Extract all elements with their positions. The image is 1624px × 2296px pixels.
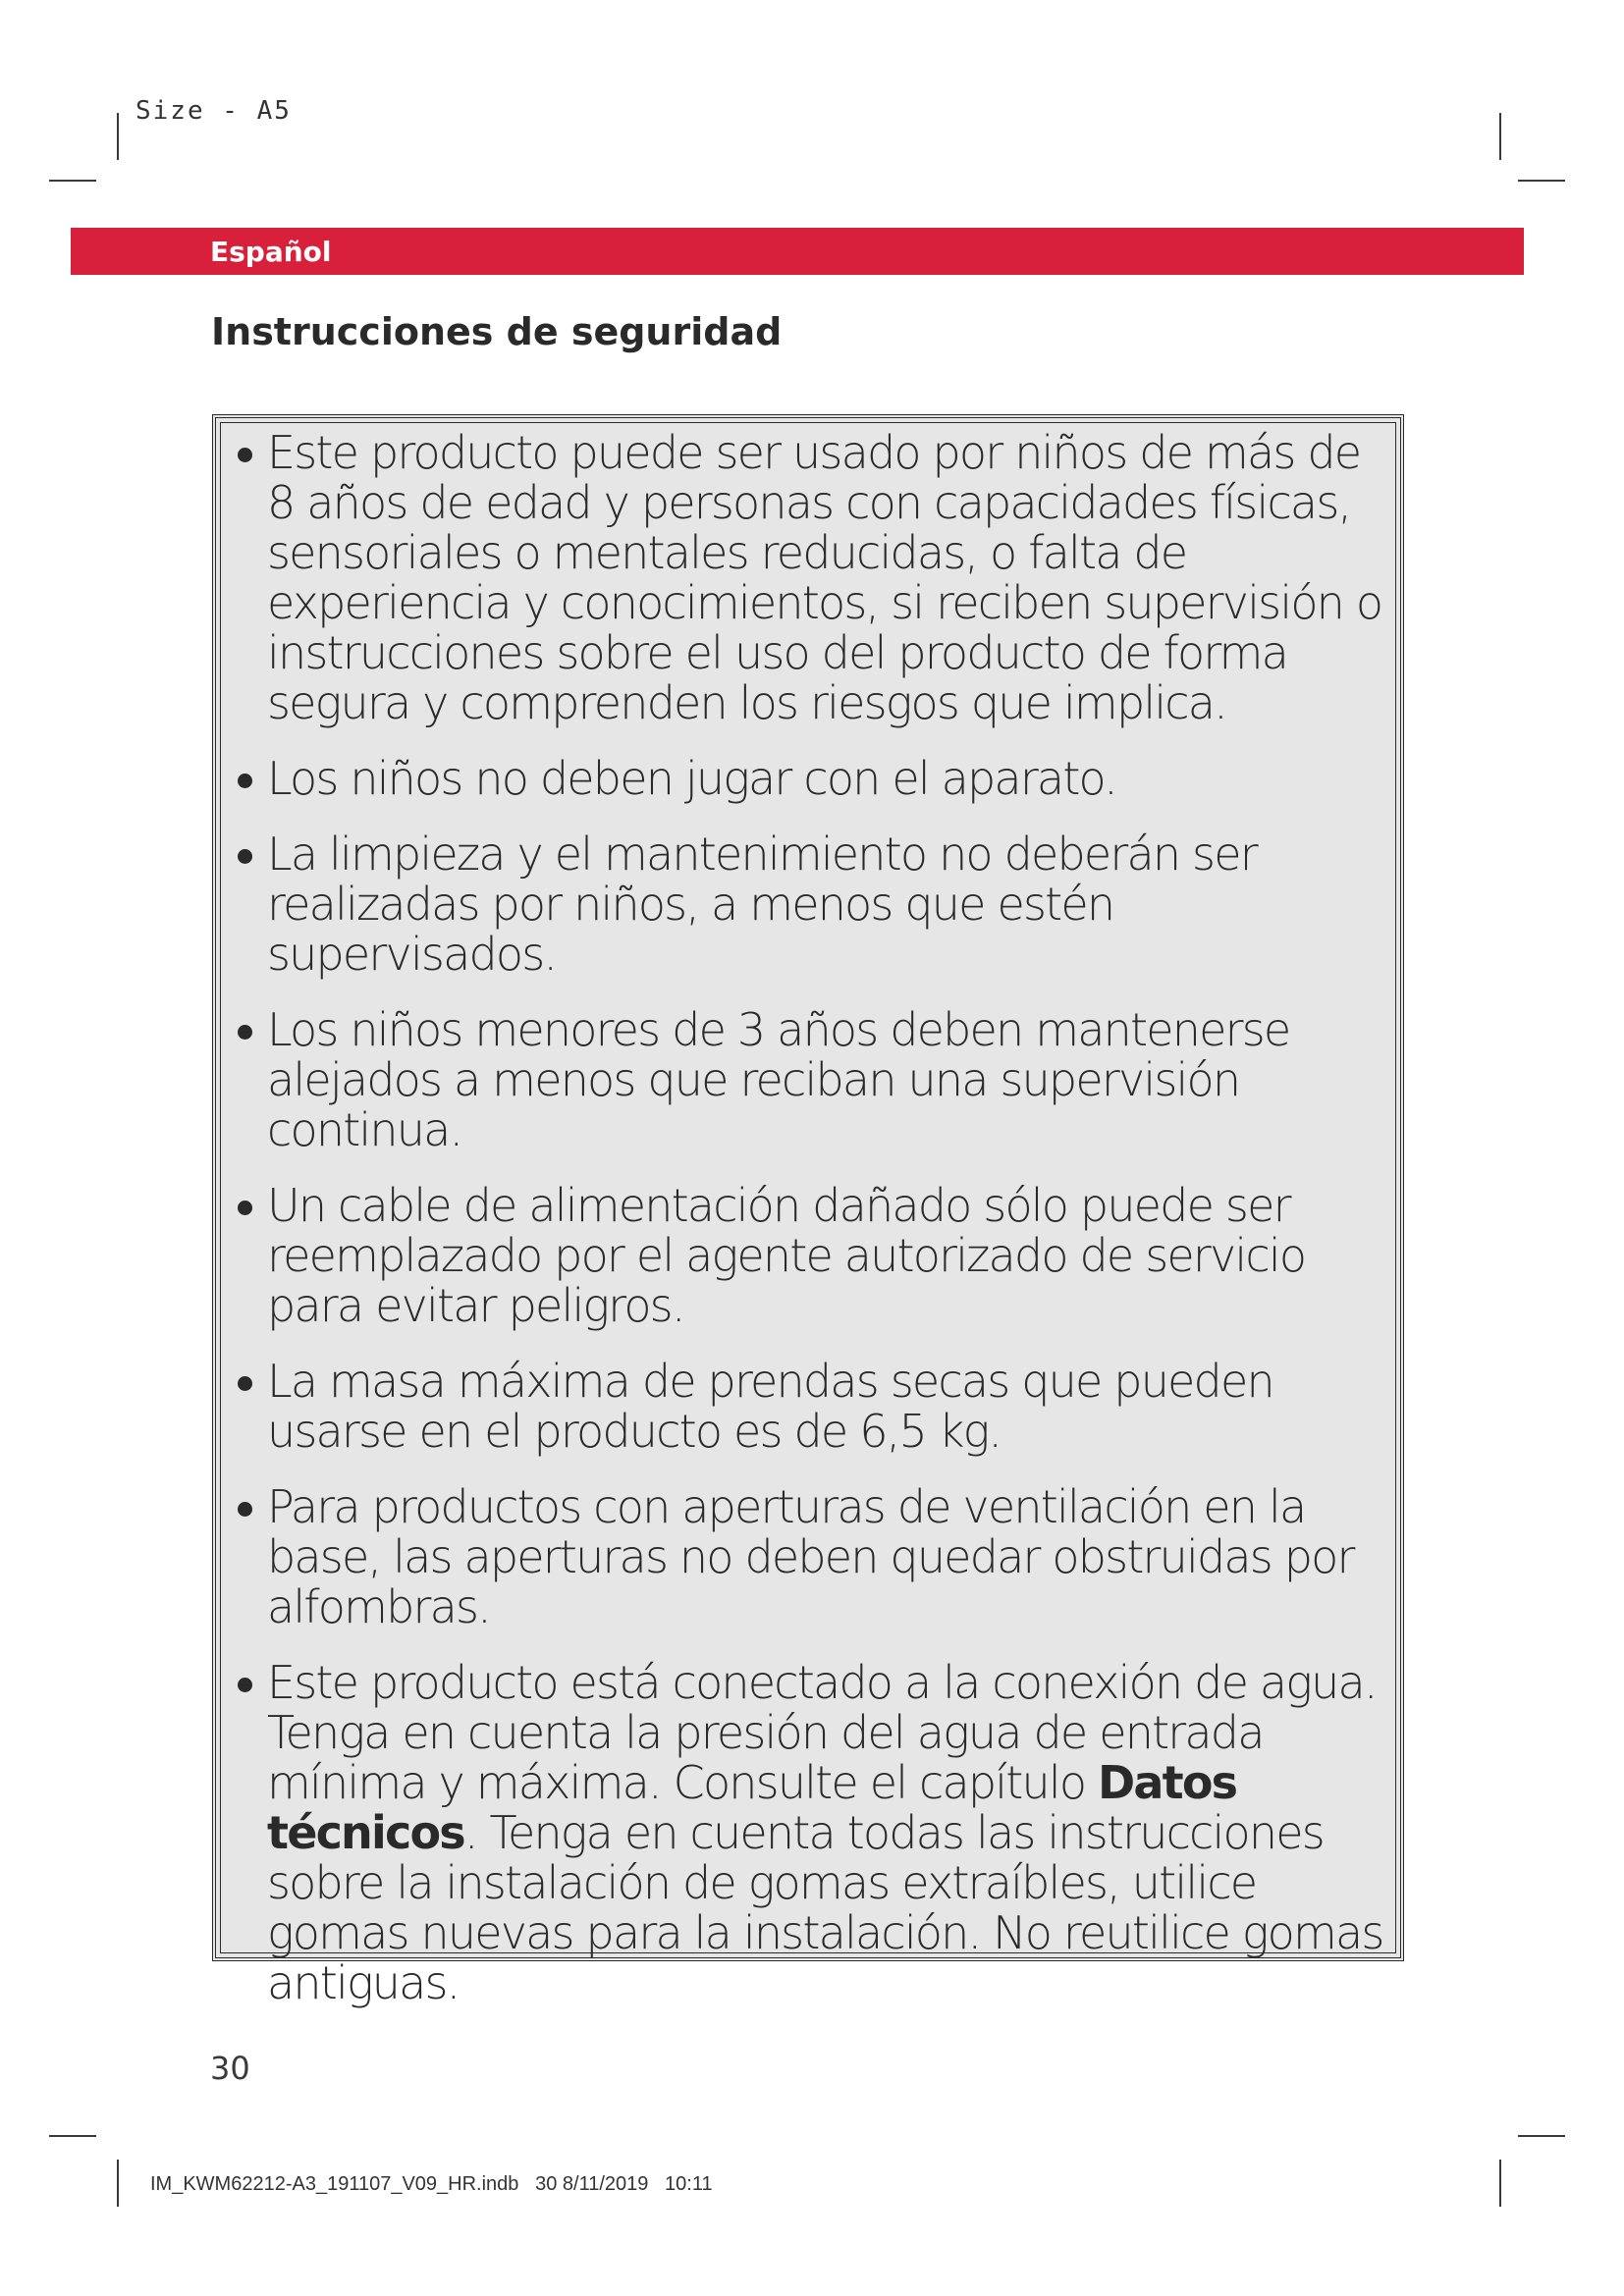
crop-mark-top-right-horizontal: [1518, 180, 1565, 182]
safety-item-text: Los niños menores de 3 años deben mantenerse alejados a menos que reciban una supervisión continua.: [267, 1003, 1290, 1156]
bullet-icon: [238, 448, 252, 462]
safety-warning-box: [212, 414, 1404, 2009]
safety-item-max-load: [236, 1357, 1390, 1457]
page-title: Instrucciones de seguridad: [211, 310, 783, 353]
crop-mark-bottom-left-horizontal: [49, 2135, 96, 2137]
safety-item-text: La limpieza y el mantenimiento no deberán ser realizadas por niños, a menos que estén supervisados.: [267, 828, 1257, 981]
footer-file-info: IM_KWM62212-A3_191107_V09_HR.indb 30 8/11/2019 10:11: [150, 2173, 713, 2195]
size-label: Size - A5: [135, 96, 292, 126]
safety-item-under-three: [236, 1005, 1390, 1155]
safety-item-ventilation: [236, 1482, 1390, 1632]
safety-item-power-cable: [236, 1181, 1390, 1331]
safety-item-text-after: . Tenga en cuenta todas las instrucciones sobre la instalación de gomas extraíbles, utilice gomas nuevas para la instalación. No reutilice gomas antiguas.: [267, 1806, 1383, 2009]
safety-item-water-connection: [236, 1658, 1390, 2008]
safety-item-children-supervision: [236, 428, 1390, 728]
technical-data-reference: Datos técnicos: [267, 1756, 1237, 1859]
crop-mark-top-right-vertical: [1499, 113, 1501, 160]
bullet-icon: [238, 774, 252, 788]
safety-list: [216, 418, 1400, 2008]
page-number: 30: [210, 2050, 250, 2087]
bullet-icon: [238, 1376, 252, 1391]
safety-item-cleaning: [236, 829, 1390, 980]
bullet-icon: [238, 849, 252, 864]
safety-item-text: Los niños no deben jugar con el aparato.: [267, 752, 1116, 805]
bullet-icon: [238, 1025, 252, 1040]
safety-item-text: Un cable de alimentación dañado sólo puede ser reemplazado por el agente autorizado de servicio para evitar peligros.: [267, 1179, 1306, 1332]
safety-item-text: Este producto puede ser usado por niños de más de 8 años de edad y personas con capacidades físicas, sensoriales o mentales reducidas, o falta de experiencia y conocimientos, si reciben supervisión o instrucciones sobre el uso del producto de forma segura y comprenden los riesgos que implica.: [267, 426, 1382, 729]
crop-mark-top-left-vertical: [117, 113, 119, 160]
bullet-icon: [238, 1201, 252, 1215]
language-label: Español: [210, 236, 332, 268]
crop-mark-bottom-right-vertical: [1499, 2160, 1501, 2207]
language-header-bar: [71, 228, 1524, 275]
bullet-icon: [238, 1678, 252, 1692]
crop-mark-bottom-left-vertical: [117, 2160, 119, 2207]
safety-item-text: La masa máxima de prendas secas que pueden usarse en el producto es de 6,5 kg.: [267, 1355, 1273, 1458]
safety-item-text-before: Este producto está conectado a la conexión de agua. Tenga en cuenta la presión del agua de entrada mínima y máxima. Consulte el capítulo: [267, 1656, 1377, 1809]
safety-item-text: Para productos con aperturas de ventilación en la base, las aperturas no deben quedar obstruidas por alfombras.: [267, 1480, 1354, 1633]
safety-item-children-play: [236, 754, 1390, 804]
crop-mark-bottom-right-horizontal: [1518, 2135, 1565, 2137]
crop-mark-top-left-horizontal: [49, 180, 96, 182]
bullet-icon: [238, 1502, 252, 1517]
